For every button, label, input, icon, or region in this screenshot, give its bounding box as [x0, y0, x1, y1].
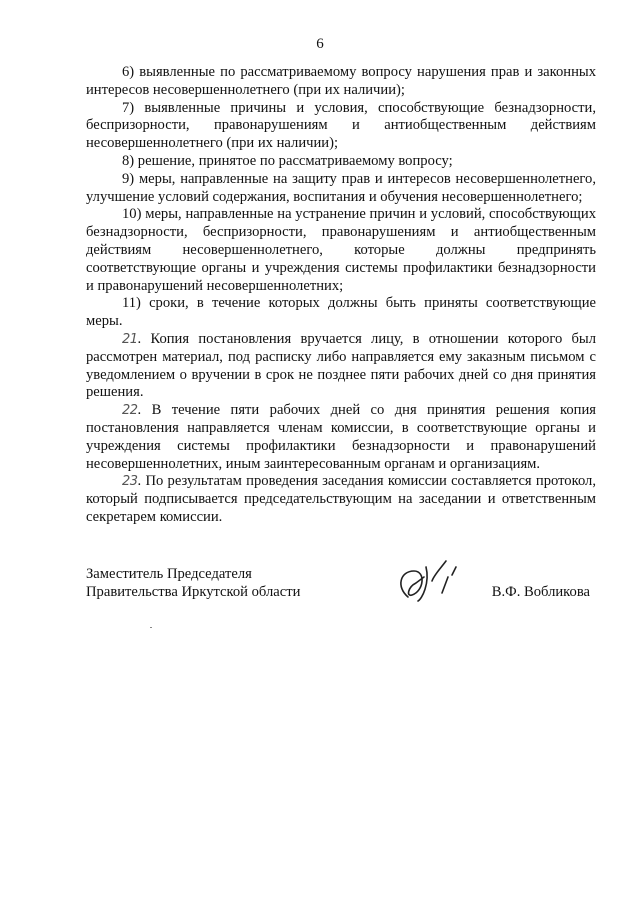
page-number: 6 [316, 36, 324, 52]
signer-name: В.Ф. Вобликова [491, 584, 590, 600]
clause-number: 23 [122, 474, 138, 490]
list-item-9: 9) меры, направленные на защиту прав и интересов несовершеннолетнего, улучшение условий содержания, воспитания и обучения несовершеннолетнего; [86, 170, 596, 205]
list-item-10: 10) меры, направленные на устранение причин и условий, способствующих безнадзорности, беспризорности, правонарушениям и антиобщественным действиям несовершеннолетнего, которые должны предпринять соответствующие органы и учреждения системы профилактики безнадзорности и правонарушений несовершеннолетних; [86, 206, 596, 294]
list-item-6: 6) выявленные по рассматриваемому вопросу нарушения прав и законных интересов несовершеннолетнего (при их наличии); [86, 64, 596, 98]
clause-number: 21 [122, 331, 138, 347]
scan-speck [150, 627, 152, 628]
clause-number: 22 [122, 403, 138, 419]
clause-22: 22. В течение пяти рабочих дней со дня принятия решения копия постановления направляется членам комиссии, в соответствующие органы и учреждения системы профилактики безнадзорности и правонарушений несовершеннолетних, иным заинтересованным органам и организациям. [86, 402, 596, 472]
list-item-7: 7) выявленные причины и условия, способствующие безнадзорности, беспризорности, правонарушениям и антиобщественным действиям несовершеннолетнего (при их наличии); [86, 99, 596, 152]
list-item-11: 11) сроки, в течение которых должны быть приняты соответствующие меры. [86, 295, 596, 330]
signer-position: Заместитель Председателя Правительства Иркутской области [86, 566, 301, 600]
document-body [86, 64, 596, 527]
clause-23: 23. По результатам проведения заседания комиссии составляется протокол, который подписывается председательствующим на заседании и ответственным секретарем комиссии. [86, 473, 596, 525]
clause-21: 21. Копия постановления вручается лицу, в отношении которого был рассмотрен материал, под расписку либо направляется ему заказным письмом с уведомлением о вручении в срок не позднее пяти рабочих дней со дня принятия решения. [86, 330, 596, 401]
signature-block [86, 565, 596, 605]
list-item-8: 8) решение, принятое по рассматриваемому вопросу; [122, 152, 453, 169]
handwritten-signature [386, 547, 466, 611]
